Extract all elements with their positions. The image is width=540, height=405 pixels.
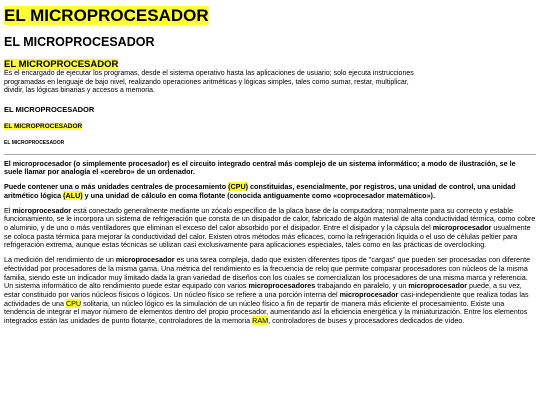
- text-run: El: [4, 205, 13, 215]
- heading-1: [4, 6, 536, 25]
- paragraph-components: [4, 183, 536, 200]
- text-run: casi-independiente que realiza todas las actividades de una: [4, 289, 529, 308]
- text-run: trabajando en paralelo, y un: [315, 281, 409, 291]
- highlight-alu: (ALU): [63, 190, 83, 200]
- intro-line: dividir, las lógicas binarias y accesos a memoria.: [4, 87, 155, 95]
- heading-1-text: EL MICROPROCESADOR: [4, 6, 209, 25]
- keyword-microprocesador: microprocesador: [12, 205, 72, 215]
- text-run: es una tarea compleja, dado que existen diferentes tipos de "cargas" que pueden ser procesadas con diferente efectividad por procesadores de la misma gama. Una métrica del rendimiento es la frecuencia de reloj que permite comparar procesadores con núcleos de la misma familia, siendo este un indicador muy limitado dada la gran variedad de diseños con los cuales se comercializan los procesadores de una misma marca y referencia. Un sistema informático de alto rendimiento puede estar equipado con varios: [4, 255, 531, 291]
- highlight-cpu: CPU: [65, 298, 82, 308]
- heading-4: EL MICROPROCESADOR: [4, 104, 95, 114]
- text-run: solitaria, un núcleo lógico es la simulación de un núcleo físico a fin de repartir de manera más eficiente el procesamiento. Existe una tendencia de integrar el mayor número de elementos dentro del propio procesador, aumentando así la eficiencia energética y la miniaturización. Entre los elementos integrados están las unidades de punto flotante, controladores de la memoria: [4, 298, 528, 326]
- text-run: constituidas, esencialmente, por registros, una unidad de control, una unidad aritmético lógica: [4, 182, 516, 200]
- paragraph-cooling: [4, 207, 536, 251]
- text-run: puede, a su vez, estar constituido por varios núcleos físicos o lógicos. Un núcleo físico se refiere a una porción interna del: [4, 281, 522, 299]
- text-run: La medición del rendimiento de un: [4, 255, 116, 265]
- heading-3: [4, 59, 536, 70]
- paragraph-definition: El microprocesador (o simplemente procesador) es el circuito integrado central más complejo de un sistema informático; a modo de ilustración, se le suele llamar por analogía el «cerebro» de un ordenador.: [4, 158, 516, 177]
- heading-6: EL MICROPROCESADOR: [4, 139, 65, 146]
- keyword-microprocesador: microprocesador: [339, 289, 399, 299]
- keyword-microprocesador: microprocesador: [115, 255, 175, 265]
- highlight-ram: RAM: [252, 316, 269, 326]
- heading-5: [4, 123, 536, 131]
- intro-line: programadas en lenguaje de bajo nivel, realizando operaciones aritméticas y lógicas simples, tales como sumar, restar, multiplicar,: [4, 78, 409, 86]
- keyword-microprocesador: microprocesador: [408, 281, 468, 291]
- text-run: está conectado generalmente mediante un zócalo específico de la placa base de la computadora; normalmente para su correcto y estable funcionamiento, se le incorpora un sistema de refrigeración que consta de un disipador de calor, fabricado de algún material de alta conductividad térmica, como cobre o aluminio, y de uno o más ventiladores que eliminan el exceso del calor absorbido por el disipador. Entre el disipador y la cápsula del: [4, 205, 536, 232]
- keyword-microprocesador: microprocesador: [432, 223, 492, 232]
- intro-text: [4, 70, 536, 96]
- text-run: , controladores de buses y procesadores dedicados de vídeo.: [268, 316, 465, 326]
- paragraph-performance: [4, 256, 536, 326]
- keyword-microprocesadores: microprocesadores: [248, 281, 316, 291]
- text-run: usualmente se coloca pasta térmica para mejorar la conductividad del calor. Existen otros métodos más eficaces, como la refrigeración líquida o el uso de células peltier para refrigeración extrema, aunque estas técnicas se utilizan casi exclusivamente para aplicaciones especiales, tales como en las prácticas de overclocking.: [4, 223, 531, 250]
- divider: [4, 154, 536, 155]
- text-run: y una unidad de cálculo en coma flotante (conocida antiguamente como «coprocesador matemático»).: [82, 190, 435, 200]
- heading-5-text: EL MICROPROCESADOR: [4, 122, 83, 130]
- highlight-cpu: (CPU): [228, 182, 249, 192]
- heading-2: EL MICROPROCESADOR: [4, 35, 155, 49]
- intro-line: Es el encargado de ejecutar los programas, desde el sistema operativo hasta las aplicaciones de usuario; solo ejecuta instrucciones: [4, 70, 414, 77]
- heading-3-text: EL MICROPROCESADOR: [4, 59, 119, 70]
- text-run: Puede contener una o más unidades centrales de procesamiento: [4, 182, 229, 192]
